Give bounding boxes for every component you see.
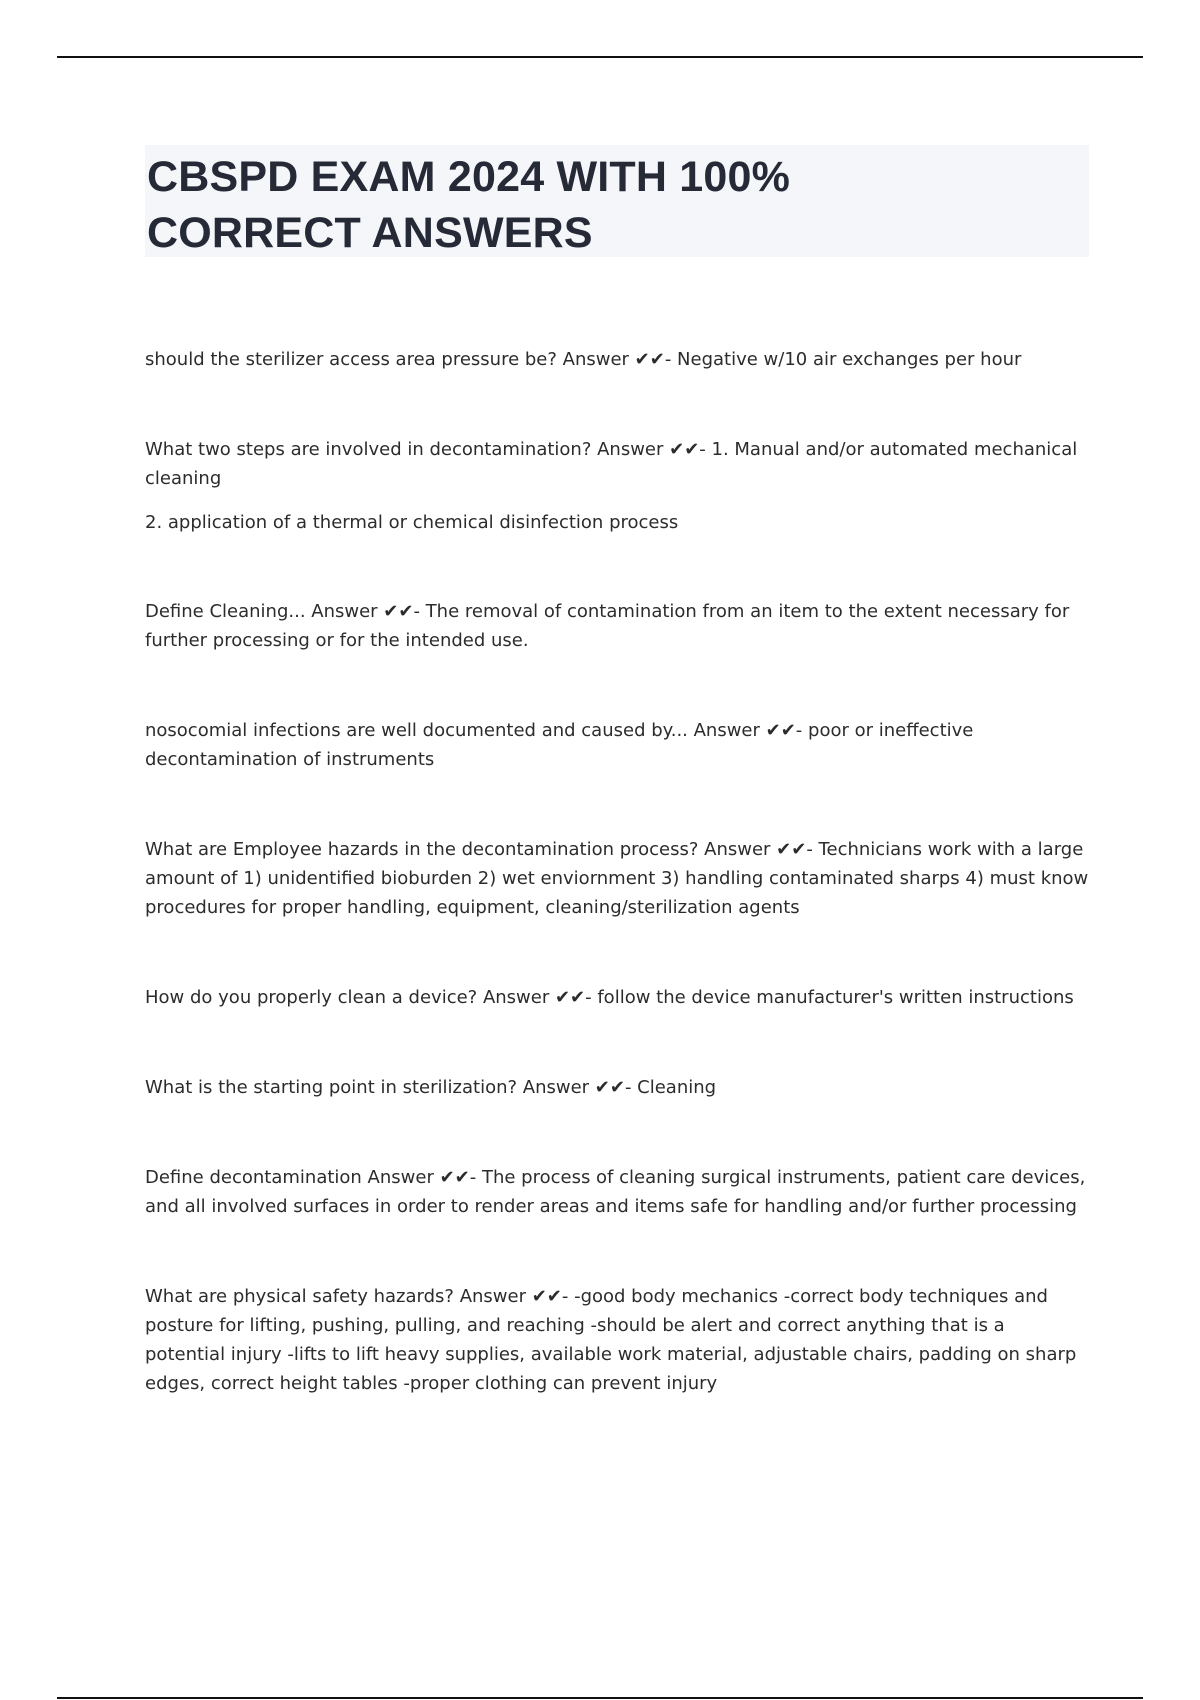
qa-item-6 — [145, 983, 1090, 1012]
qa-item-5 — [145, 835, 1090, 922]
page-title — [147, 149, 1089, 261]
qa-item-2 — [145, 435, 1090, 537]
qa-item-4 — [145, 716, 1090, 774]
qa-item-8 — [145, 1163, 1090, 1221]
qa-item-7 — [145, 1073, 1090, 1102]
qa-item-1 — [145, 345, 1090, 374]
qa-text: What is the starting point in sterilization? Answer ✔✔- Cleaning — [145, 1077, 717, 1098]
top-divider — [57, 56, 1143, 58]
qa-text: should the sterilizer access area pressure be? Answer ✔✔- Negative w/10 air exchanges per hour — [145, 349, 1022, 370]
qa-text: What are Employee hazards in the decontamination process? Answer ✔✔- Technicians work with a large amount of 1) unidentified bioburden 2) wet enviornment 3) handling contaminated sharps 4) must know procedures for proper handling, equipment, cleaning/sterilization agents — [145, 839, 1089, 918]
title-line-2: CORRECT ANSWERS — [147, 209, 593, 257]
qa-list — [145, 345, 1090, 1459]
title-line-1: CBSPD EXAM 2024 WITH 100% — [147, 153, 791, 201]
qa-text: Define decontamination Answer ✔✔- The process of cleaning surgical instruments, patient care devices, and all involved surfaces in order to render areas and items safe for handling and/or further processing — [145, 1167, 1086, 1217]
qa-text-continued: 2. application of a thermal or chemical disinfection process — [145, 512, 679, 533]
bottom-divider — [57, 1697, 1143, 1699]
qa-text: What two steps are involved in decontamination? Answer ✔✔- 1. Manual and/or automated mechanical cleaning — [145, 439, 1078, 489]
qa-text: What are physical safety hazards? Answer ✔✔- -good body mechanics -correct body techniques and posture for lifting, pushing, pulling, and reaching -should be alert and correct anything that is a potential injury -lifts to lift heavy supplies, available work material, adjustable chairs, padding on sharp edges, correct height tables -proper clothing can prevent injury — [145, 1286, 1077, 1394]
qa-item-3 — [145, 597, 1090, 655]
title-banner — [145, 145, 1089, 257]
qa-text: nosocomial infections are well documented and caused by... Answer ✔✔- poor or ineffective decontamination of instruments — [145, 720, 974, 770]
qa-text: How do you properly clean a device? Answer ✔✔- follow the device manufacturer's written instructions — [145, 987, 1074, 1008]
qa-text: Define Cleaning... Answer ✔✔- The removal of contamination from an item to the extent necessary for further processing or for the intended use. — [145, 601, 1070, 651]
qa-item-9 — [145, 1282, 1090, 1398]
